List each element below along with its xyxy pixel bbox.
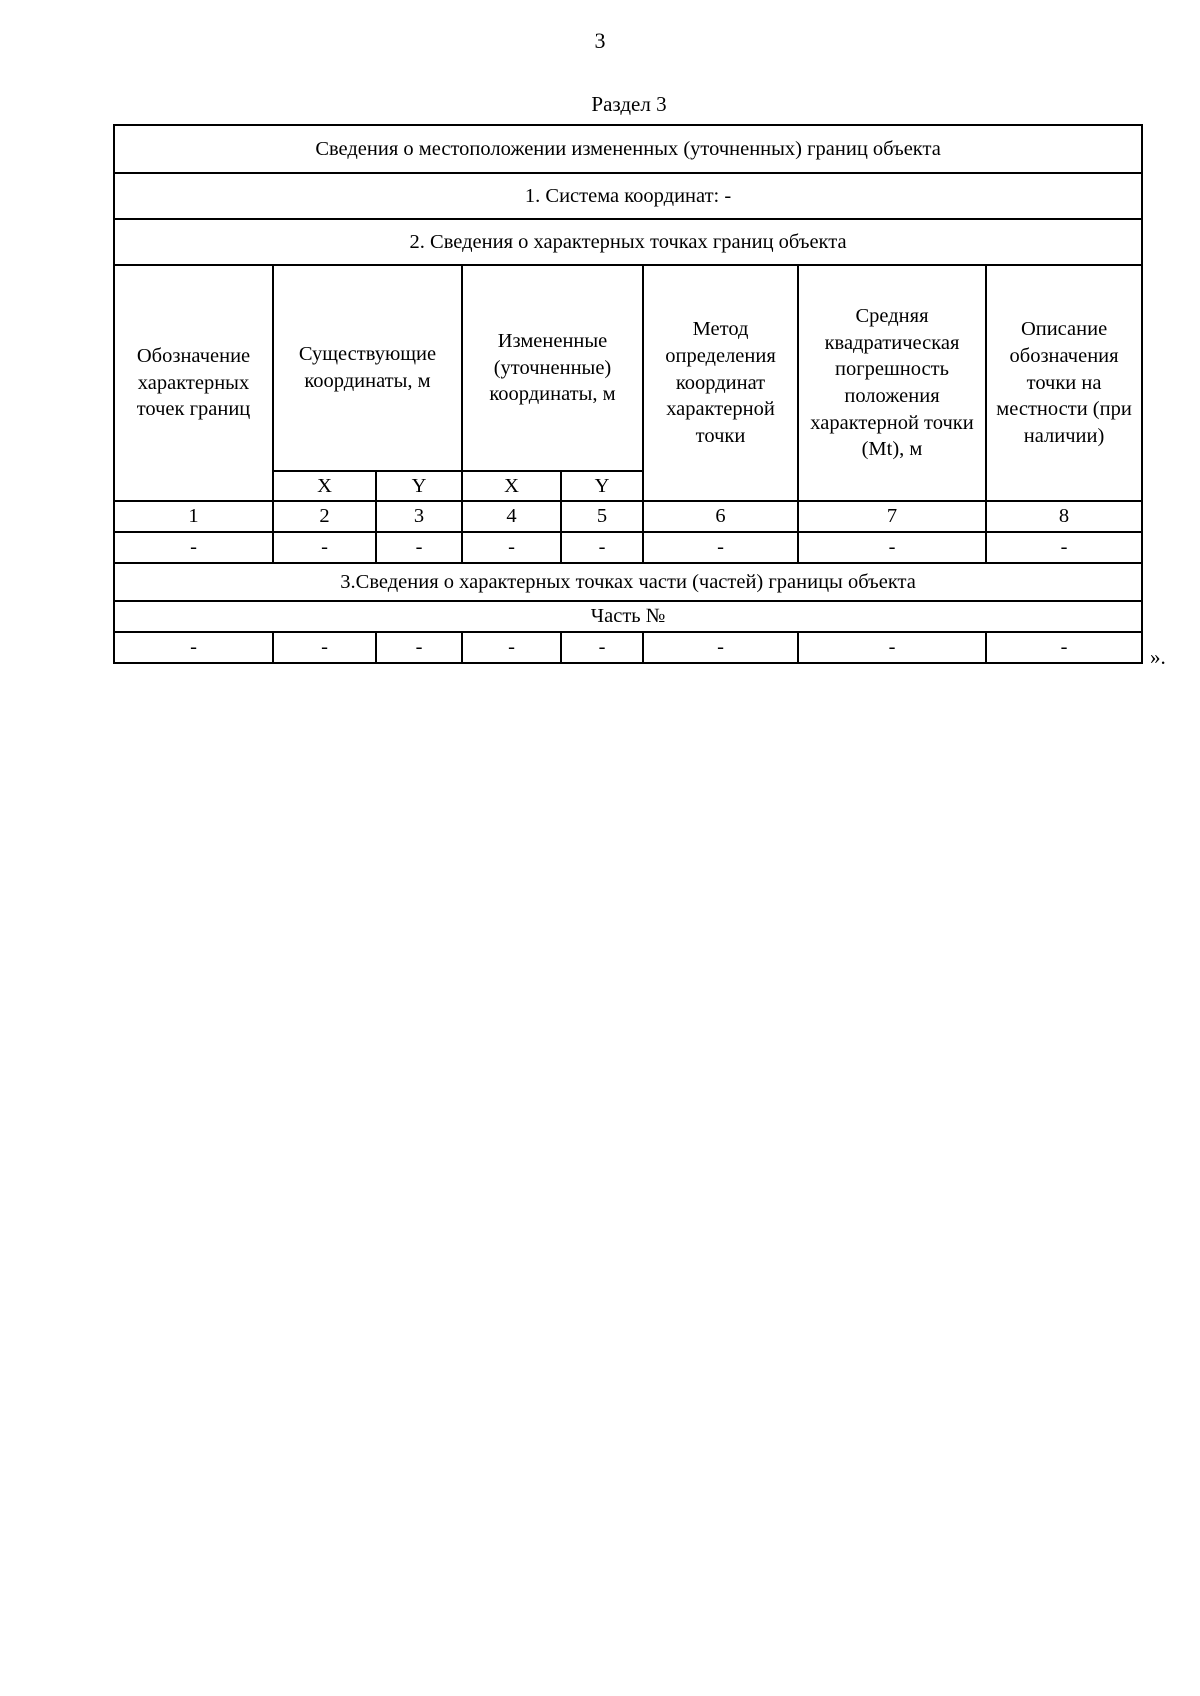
part-number-row: Часть №	[114, 601, 1142, 632]
table-cell: -	[798, 532, 986, 563]
coordinate-system-row: 1. Система координат: -	[114, 173, 1142, 219]
page-number: 3	[594, 28, 606, 53]
column-number: 6	[643, 501, 798, 532]
table-cell: -	[462, 532, 561, 563]
table-cell: -	[643, 532, 798, 563]
column-number: 8	[986, 501, 1142, 532]
table-row	[114, 632, 1142, 663]
table-cell: -	[643, 632, 798, 663]
table-cell: -	[273, 632, 376, 663]
table-cell: -	[462, 632, 561, 663]
column-number: 1	[114, 501, 273, 532]
boundary-coordinates-table	[113, 124, 1143, 664]
subheader-changed-y: Y	[561, 471, 643, 501]
table-cell: -	[376, 532, 462, 563]
subheader-existing-y: Y	[376, 471, 462, 501]
table-title: Сведения о местоположении измененных (уточненных) границ объекта	[114, 125, 1142, 173]
header-point-description: Описание обозначения точки на местности (при наличии)	[986, 265, 1142, 501]
table-row	[114, 532, 1142, 563]
table-cell: -	[114, 632, 273, 663]
column-number: 3	[376, 501, 462, 532]
table-cell: -	[114, 532, 273, 563]
table-cell: -	[798, 632, 986, 663]
header-mean-square-error: Средняя квадратическая погрешность положения характерной точки (Mt), м	[798, 265, 986, 501]
table-cell: -	[273, 532, 376, 563]
table-cell: -	[986, 532, 1142, 563]
column-number: 5	[561, 501, 643, 532]
table-cell: -	[561, 632, 643, 663]
column-number: 2	[273, 501, 376, 532]
column-numbers-row	[114, 501, 1142, 532]
section-title: Раздел 3	[591, 92, 667, 116]
header-changed-coordinates: Измененные (уточненные) координаты, м	[462, 265, 643, 471]
column-number: 4	[462, 501, 561, 532]
closing-quote: ».	[1150, 645, 1166, 669]
subheader-changed-x: X	[462, 471, 561, 501]
header-point-designation: Обозначение характерных точек границ	[114, 265, 273, 501]
header-existing-coordinates: Существующие координаты, м	[273, 265, 462, 471]
parts-heading-row: 3.Сведения о характерных точках части (частей) границы объекта	[114, 563, 1142, 601]
table-cell: -	[561, 532, 643, 563]
table-cell: -	[376, 632, 462, 663]
points-heading-row: 2. Сведения о характерных точках границ объекта	[114, 219, 1142, 265]
header-determination-method: Метод определения координат характерной точки	[643, 265, 798, 501]
subheader-existing-x: X	[273, 471, 376, 501]
table-cell: -	[986, 632, 1142, 663]
column-number: 7	[798, 501, 986, 532]
